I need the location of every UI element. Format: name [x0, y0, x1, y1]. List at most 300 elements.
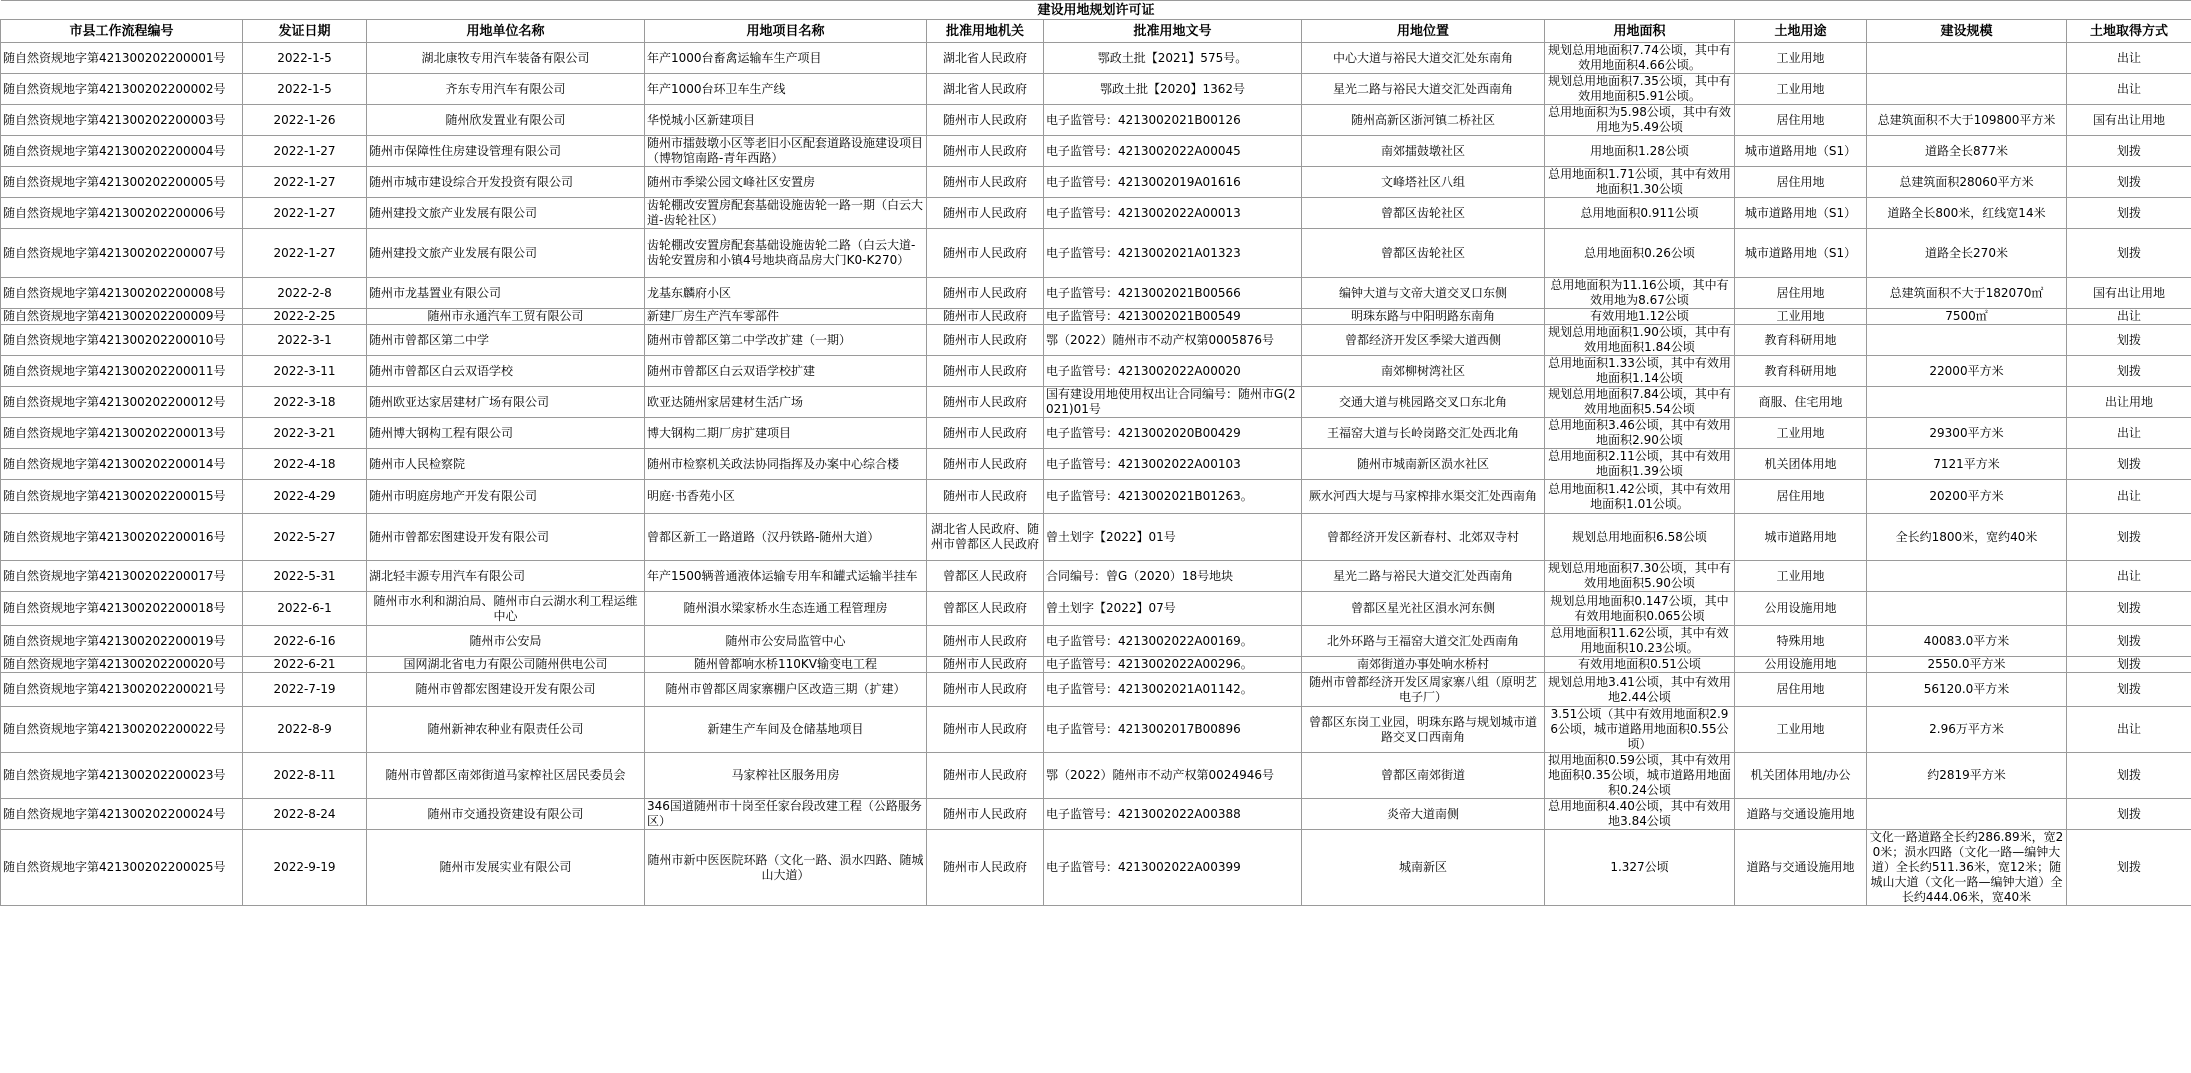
land-area-cell[interactable]: 总用地面积1.33公顷，其中有效用地面积1.14公顷: [1545, 356, 1735, 387]
project-name-cell[interactable]: 年产1500辆普通液体运输专用车和罐式运输半挂车: [645, 561, 927, 592]
issue-date-cell[interactable]: 2022-6-21: [243, 657, 367, 673]
table-row: [1, 830, 2191, 906]
acquisition-method-cell[interactable]: 划拨: [2067, 356, 2191, 387]
project-name-cell[interactable]: 曾都区新工一路道路（汉丹铁路-随州大道）: [645, 514, 927, 561]
land-user-name-cell[interactable]: 随州市人民检察院: [367, 449, 645, 480]
land-use-cell[interactable]: 道路与交通设施用地: [1735, 799, 1867, 830]
approval-document-cell[interactable]: 电子监管号：4213002022A00388: [1044, 799, 1302, 830]
land-use-cell[interactable]: 道路与交通设施用地: [1735, 830, 1867, 906]
project-name-cell[interactable]: 龙基东麟府小区: [645, 278, 927, 309]
approval-document-cell[interactable]: 电子监管号：4213002022A00399: [1044, 830, 1302, 906]
acquisition-method-cell[interactable]: 国有出让用地: [2067, 105, 2191, 136]
issue-date-cell[interactable]: 2022-4-18: [243, 449, 367, 480]
permit-number-cell[interactable]: 随自然资规地字第421300202200024号: [1, 799, 243, 830]
approving-authority-cell[interactable]: 随州市人民政府: [927, 480, 1044, 514]
issue-date-cell[interactable]: 2022-2-8: [243, 278, 367, 309]
land-location-cell[interactable]: 曾都经济开发区新春村、北郊双寺村: [1302, 514, 1545, 561]
construction-scale-cell[interactable]: 7121平方米: [1867, 449, 2067, 480]
approving-authority-cell[interactable]: 随州市人民政府: [927, 830, 1044, 906]
land-use-cell[interactable]: 商服、住宅用地: [1735, 387, 1867, 418]
approval-document-cell[interactable]: 电子监管号：4213002021A01142。: [1044, 673, 1302, 707]
acquisition-method-cell[interactable]: 划拨: [2067, 229, 2191, 278]
land-user-name-cell[interactable]: 随州欧亚达家居建材广场有限公司: [367, 387, 645, 418]
approval-document-cell[interactable]: 电子监管号：4213002021B00549: [1044, 309, 1302, 325]
land-user-name-cell[interactable]: 国网湖北省电力有限公司随州供电公司: [367, 657, 645, 673]
land-location-cell[interactable]: 曾都区齿轮社区: [1302, 198, 1545, 229]
land-user-name-cell[interactable]: 随州博大钢构工程有限公司: [367, 418, 645, 449]
project-name-cell[interactable]: 随州市检察机关政法协同指挥及办案中心综合楼: [645, 449, 927, 480]
approval-document-cell[interactable]: 电子监管号：4213002021B00126: [1044, 105, 1302, 136]
land-use-cell[interactable]: 居住用地: [1735, 167, 1867, 198]
issue-date-cell[interactable]: 2022-3-18: [243, 387, 367, 418]
approval-document-cell[interactable]: 电子监管号：4213002022A00013: [1044, 198, 1302, 229]
acquisition-method-cell[interactable]: 划拨: [2067, 514, 2191, 561]
project-name-cell[interactable]: 新建生产车间及仓储基地项目: [645, 707, 927, 753]
land-user-name-cell[interactable]: 随州欣发置业有限公司: [367, 105, 645, 136]
approval-document-cell[interactable]: 电子监管号：4213002020B00429: [1044, 418, 1302, 449]
acquisition-method-cell[interactable]: 划拨: [2067, 657, 2191, 673]
acquisition-method-cell[interactable]: 划拨: [2067, 136, 2191, 167]
land-location-cell[interactable]: 中心大道与裕民大道交汇处东南角: [1302, 43, 1545, 74]
issue-date-cell[interactable]: 2022-8-11: [243, 753, 367, 799]
land-area-cell[interactable]: 总用地面积0.26公顷: [1545, 229, 1735, 278]
issue-date-cell[interactable]: 2022-9-19: [243, 830, 367, 906]
land-user-name-cell[interactable]: 湖北轻丰源专用汽车有限公司: [367, 561, 645, 592]
project-name-cell[interactable]: 齿轮棚改安置房配套基础设施齿轮一路一期（白云大道-齿轮社区）: [645, 198, 927, 229]
project-name-cell[interactable]: 年产1000台畜禽运输车生产项目: [645, 43, 927, 74]
land-area-cell[interactable]: 规划总用地面积6.58公顷: [1545, 514, 1735, 561]
land-user-name-cell[interactable]: 随州市城市建设综合开发投资有限公司: [367, 167, 645, 198]
project-name-cell[interactable]: 随州曾都响水桥110KV输变电工程: [645, 657, 927, 673]
issue-date-cell[interactable]: 2022-1-27: [243, 229, 367, 278]
approval-document-cell[interactable]: 鄂（2022）随州市不动产权第0024946号: [1044, 753, 1302, 799]
approving-authority-cell[interactable]: 湖北省人民政府: [927, 74, 1044, 105]
approving-authority-cell[interactable]: 随州市人民政府: [927, 325, 1044, 356]
permit-number-cell[interactable]: 随自然资规地字第421300202200019号: [1, 626, 243, 657]
table-row: [1, 387, 2191, 418]
land-location-cell[interactable]: 炎帝大道南侧: [1302, 799, 1545, 830]
land-location-cell[interactable]: 南郊柳树湾社区: [1302, 356, 1545, 387]
acquisition-method-cell[interactable]: 划拨: [2067, 830, 2191, 906]
issue-date-cell[interactable]: 2022-6-16: [243, 626, 367, 657]
construction-scale-cell[interactable]: 文化一路道路全长约286.89米，宽20米；涢水四路（文化一路—编钟大道）全长约511.36米，宽12米；随城山大道（文化一路—编钟大道）全长约444.06米，宽40米: [1867, 830, 2067, 906]
construction-scale-cell[interactable]: [1867, 74, 2067, 105]
land-use-cell[interactable]: 居住用地: [1735, 278, 1867, 309]
header-row: [1, 20, 2191, 43]
table-title: 建设用地规划许可证: [1, 1, 2191, 20]
land-area-cell[interactable]: 总用地面积3.46公顷，其中有效用地面积2.90公顷: [1545, 418, 1735, 449]
land-location-cell[interactable]: 随州高新区浙河镇二桥社区: [1302, 105, 1545, 136]
land-location-cell[interactable]: 随州市曾都经济开发区周家寨八组（原明艺电子厂）: [1302, 673, 1545, 707]
column-header: 批准用地文号: [1044, 20, 1302, 43]
construction-scale-cell[interactable]: 22000平方米: [1867, 356, 2067, 387]
land-user-name-cell[interactable]: 随州建投文旅产业发展有限公司: [367, 229, 645, 278]
land-area-cell[interactable]: 规划总用地面积0.147公顷，其中有效用地面积0.065公顷: [1545, 592, 1735, 626]
approval-document-cell[interactable]: 电子监管号：4213002019A01616: [1044, 167, 1302, 198]
table-row: [1, 626, 2191, 657]
permit-number-cell[interactable]: 随自然资规地字第421300202200011号: [1, 356, 243, 387]
acquisition-method-cell[interactable]: 出让: [2067, 43, 2191, 74]
approval-document-cell[interactable]: 鄂政土批【2020】1362号: [1044, 74, 1302, 105]
land-area-cell[interactable]: 总用地面积为11.16公顷，其中有效用地为8.67公顷: [1545, 278, 1735, 309]
land-location-cell[interactable]: 曾都区东岗工业园，明珠东路与规划城市道路交叉口西南角: [1302, 707, 1545, 753]
permit-number-cell[interactable]: 随自然资规地字第421300202200023号: [1, 753, 243, 799]
construction-scale-cell[interactable]: [1867, 387, 2067, 418]
approving-authority-cell[interactable]: 曾都区人民政府: [927, 561, 1044, 592]
project-name-cell[interactable]: 随州溳水梁家桥水生态连通工程管理房: [645, 592, 927, 626]
table-row: [1, 592, 2191, 626]
project-name-cell[interactable]: 年产1000台环卫车生产线: [645, 74, 927, 105]
acquisition-method-cell[interactable]: 划拨: [2067, 325, 2191, 356]
approval-document-cell[interactable]: 电子监管号：4213002022A00296。: [1044, 657, 1302, 673]
permit-number-cell[interactable]: 随自然资规地字第421300202200008号: [1, 278, 243, 309]
construction-scale-cell[interactable]: [1867, 592, 2067, 626]
land-use-cell[interactable]: 教育科研用地: [1735, 325, 1867, 356]
construction-scale-cell[interactable]: 约2819平方米: [1867, 753, 2067, 799]
issue-date-cell[interactable]: 2022-7-19: [243, 673, 367, 707]
project-name-cell[interactable]: 齿轮棚改安置房配套基础设施齿轮二路（白云大道-齿轮安置房和小镇4号地块商品房大门K0-K270）: [645, 229, 927, 278]
approval-document-cell[interactable]: 电子监管号：4213002017B00896: [1044, 707, 1302, 753]
table-row: [1, 514, 2191, 561]
table-row: [1, 356, 2191, 387]
acquisition-method-cell[interactable]: 划拨: [2067, 753, 2191, 799]
approval-document-cell[interactable]: 电子监管号：4213002021A01323: [1044, 229, 1302, 278]
construction-scale-cell[interactable]: 56120.0平方米: [1867, 673, 2067, 707]
land-user-name-cell[interactable]: 随州市曾都区南郊街道马家榨社区居民委员会: [367, 753, 645, 799]
land-user-name-cell[interactable]: 随州市发展实业有限公司: [367, 830, 645, 906]
land-area-cell[interactable]: 总用地面积1.42公顷，其中有效用地面积1.01公顷。: [1545, 480, 1735, 514]
construction-scale-cell[interactable]: 20200平方米: [1867, 480, 2067, 514]
column-header: 用地项目名称: [645, 20, 927, 43]
permit-number-cell[interactable]: 随自然资规地字第421300202200018号: [1, 592, 243, 626]
acquisition-method-cell[interactable]: 划拨: [2067, 167, 2191, 198]
permit-number-cell[interactable]: 随自然资规地字第421300202200013号: [1, 418, 243, 449]
land-area-cell[interactable]: 有效用地面积0.51公顷: [1545, 657, 1735, 673]
land-area-cell[interactable]: 总用地面积2.11公顷，其中有效用地面积1.39公顷: [1545, 449, 1735, 480]
land-area-cell[interactable]: 规划总用地面积7.74公顷，其中有效用地面积4.66公顷。: [1545, 43, 1735, 74]
approval-document-cell[interactable]: 电子监管号：4213002022A00169。: [1044, 626, 1302, 657]
table-row: [1, 753, 2191, 799]
land-location-cell[interactable]: 随州市城南新区涢水社区: [1302, 449, 1545, 480]
permit-number-cell[interactable]: 随自然资规地字第421300202200003号: [1, 105, 243, 136]
construction-scale-cell[interactable]: 道路全长877米: [1867, 136, 2067, 167]
acquisition-method-cell[interactable]: 划拨: [2067, 626, 2191, 657]
land-use-cell[interactable]: 居住用地: [1735, 673, 1867, 707]
permit-number-cell[interactable]: 随自然资规地字第421300202200017号: [1, 561, 243, 592]
approval-document-cell[interactable]: 曾土划字【2022】01号: [1044, 514, 1302, 561]
land-area-cell[interactable]: 总用地面积4.40公顷，其中有效用地3.84公顷: [1545, 799, 1735, 830]
land-location-cell[interactable]: 曾都区南郊街道: [1302, 753, 1545, 799]
land-location-cell[interactable]: 南郊擂鼓墩社区: [1302, 136, 1545, 167]
construction-scale-cell[interactable]: 道路全长800米，红线宽14米: [1867, 198, 2067, 229]
land-area-cell[interactable]: 3.51公顷（其中有效用地面积2.96公顷，城市道路用地面积0.55公顷）: [1545, 707, 1735, 753]
construction-scale-cell[interactable]: 道路全长270米: [1867, 229, 2067, 278]
land-use-cell[interactable]: 居住用地: [1735, 480, 1867, 514]
acquisition-method-cell[interactable]: 划拨: [2067, 592, 2191, 626]
project-name-cell[interactable]: 随州市公安局监管中心: [645, 626, 927, 657]
approval-document-cell[interactable]: 曾土划字【2022】07号: [1044, 592, 1302, 626]
project-name-cell[interactable]: 马家榨社区服务用房: [645, 753, 927, 799]
project-name-cell[interactable]: 随州市曾都区周家寨棚户区改造三期（扩建）: [645, 673, 927, 707]
land-use-cell[interactable]: 城市道路用地（S1）: [1735, 229, 1867, 278]
project-name-cell[interactable]: 随州市曾都区白云双语学校扩建: [645, 356, 927, 387]
issue-date-cell[interactable]: 2022-1-5: [243, 43, 367, 74]
land-location-cell[interactable]: 曾都经济开发区季梁大道西侧: [1302, 325, 1545, 356]
acquisition-method-cell[interactable]: 出让: [2067, 418, 2191, 449]
permit-number-cell[interactable]: 随自然资规地字第421300202200015号: [1, 480, 243, 514]
land-location-cell[interactable]: 星光二路与裕民大道交汇处西南角: [1302, 561, 1545, 592]
acquisition-method-cell[interactable]: 出让: [2067, 707, 2191, 753]
acquisition-method-cell[interactable]: 划拨: [2067, 198, 2191, 229]
land-location-cell[interactable]: 曾都区星光社区溳水河东侧: [1302, 592, 1545, 626]
land-use-cell[interactable]: 教育科研用地: [1735, 356, 1867, 387]
land-area-cell[interactable]: 规划总用地3.41公顷，其中有效用地2.44公顷: [1545, 673, 1735, 707]
issue-date-cell[interactable]: 2022-3-21: [243, 418, 367, 449]
column-header: 用地单位名称: [367, 20, 645, 43]
acquisition-method-cell[interactable]: 划拨: [2067, 799, 2191, 830]
issue-date-cell[interactable]: 2022-1-27: [243, 198, 367, 229]
land-user-name-cell[interactable]: 随州市永通汽车工贸有限公司: [367, 309, 645, 325]
table-row: [1, 136, 2191, 167]
column-header: 市县工作流程编号: [1, 20, 243, 43]
land-area-cell[interactable]: 规划总用地面积7.35公顷，其中有效用地面积5.91公顷。: [1545, 74, 1735, 105]
issue-date-cell[interactable]: 2022-1-27: [243, 136, 367, 167]
table-row: [1, 449, 2191, 480]
approval-document-cell[interactable]: 电子监管号：4213002022A00103: [1044, 449, 1302, 480]
column-header: 建设规模: [1867, 20, 2067, 43]
land-area-cell[interactable]: 1.327公顷: [1545, 830, 1735, 906]
table-row: [1, 707, 2191, 753]
land-area-cell[interactable]: 拟用地面积0.59公顷，其中有效用地面积0.35公顷，城市道路用地面积0.24公顷: [1545, 753, 1735, 799]
table-row: [1, 418, 2191, 449]
project-name-cell[interactable]: 随州市季梁公园文峰社区安置房: [645, 167, 927, 198]
permit-number-cell[interactable]: 随自然资规地字第421300202200004号: [1, 136, 243, 167]
land-use-cell[interactable]: 机关团体用地/办公: [1735, 753, 1867, 799]
construction-scale-cell[interactable]: 29300平方米: [1867, 418, 2067, 449]
land-location-cell[interactable]: 王福窑大道与长岭岗路交汇处西北角: [1302, 418, 1545, 449]
construction-scale-cell[interactable]: [1867, 43, 2067, 74]
land-use-cell[interactable]: 城市道路用地（S1）: [1735, 136, 1867, 167]
land-use-cell[interactable]: 公用设施用地: [1735, 657, 1867, 673]
approval-document-cell[interactable]: 电子监管号：4213002021B00566: [1044, 278, 1302, 309]
land-location-cell[interactable]: 编钟大道与文帝大道交叉口东侧: [1302, 278, 1545, 309]
table-row: [1, 673, 2191, 707]
column-header: 土地用途: [1735, 20, 1867, 43]
approving-authority-cell[interactable]: 随州市人民政府: [927, 449, 1044, 480]
project-name-cell[interactable]: 博大钢构二期厂房扩建项目: [645, 418, 927, 449]
land-location-cell[interactable]: 北外环路与王福窑大道交汇处西南角: [1302, 626, 1545, 657]
table-row: [1, 43, 2191, 74]
land-location-cell[interactable]: 交通大道与桃园路交叉口东北角: [1302, 387, 1545, 418]
acquisition-method-cell[interactable]: 出让: [2067, 74, 2191, 105]
land-area-cell[interactable]: 规划总用地面积7.84公顷，其中有效用地面积5.54公顷: [1545, 387, 1735, 418]
land-location-cell[interactable]: 厥水河西大堤与马家榨排水渠交汇处西南角: [1302, 480, 1545, 514]
approving-authority-cell[interactable]: 湖北省人民政府: [927, 43, 1044, 74]
construction-scale-cell[interactable]: [1867, 799, 2067, 830]
issue-date-cell[interactable]: 2022-1-26: [243, 105, 367, 136]
land-user-name-cell[interactable]: 随州市保障性住房建设管理有限公司: [367, 136, 645, 167]
land-location-cell[interactable]: 曾都区齿轮社区: [1302, 229, 1545, 278]
construction-scale-cell[interactable]: 7500㎡: [1867, 309, 2067, 325]
approval-document-cell[interactable]: 电子监管号：4213002022A00020: [1044, 356, 1302, 387]
land-use-cell[interactable]: 工业用地: [1735, 561, 1867, 592]
approving-authority-cell[interactable]: 随州市人民政府: [927, 136, 1044, 167]
land-location-cell[interactable]: 文峰塔社区八组: [1302, 167, 1545, 198]
table-row: [1, 198, 2191, 229]
project-name-cell[interactable]: 随州市擂鼓墩小区等老旧小区配套道路设施建设项目（博物馆南路-青年西路）: [645, 136, 927, 167]
land-user-name-cell[interactable]: 随州市交通投资建设有限公司: [367, 799, 645, 830]
land-use-cell[interactable]: 工业用地: [1735, 74, 1867, 105]
issue-date-cell[interactable]: 2022-5-27: [243, 514, 367, 561]
land-user-name-cell[interactable]: 随州市龙基置业有限公司: [367, 278, 645, 309]
construction-scale-cell[interactable]: [1867, 325, 2067, 356]
construction-scale-cell[interactable]: 全长约1800米，宽约40米: [1867, 514, 2067, 561]
approval-document-cell[interactable]: 鄂政土批【2021】575号。: [1044, 43, 1302, 74]
land-area-cell[interactable]: 规划总用地面积1.90公顷，其中有效用地面积1.84公顷: [1545, 325, 1735, 356]
approving-authority-cell[interactable]: 随州市人民政府: [927, 278, 1044, 309]
land-user-name-cell[interactable]: 随州市明庭房地产开发有限公司: [367, 480, 645, 514]
approving-authority-cell[interactable]: 曾都区人民政府: [927, 592, 1044, 626]
permit-number-cell[interactable]: 随自然资规地字第421300202200016号: [1, 514, 243, 561]
construction-scale-cell[interactable]: 总建筑面积28060平方米: [1867, 167, 2067, 198]
issue-date-cell[interactable]: 2022-5-31: [243, 561, 367, 592]
land-use-cell[interactable]: 城市道路用地: [1735, 514, 1867, 561]
acquisition-method-cell[interactable]: 国有出让用地: [2067, 278, 2191, 309]
issue-date-cell[interactable]: 2022-6-1: [243, 592, 367, 626]
construction-scale-cell[interactable]: 2550.0平方米: [1867, 657, 2067, 673]
permit-number-cell[interactable]: 随自然资规地字第421300202200001号: [1, 43, 243, 74]
acquisition-method-cell[interactable]: 划拨: [2067, 673, 2191, 707]
issue-date-cell[interactable]: 2022-3-11: [243, 356, 367, 387]
land-location-cell[interactable]: 星光二路与裕民大道交汇处西南角: [1302, 74, 1545, 105]
permit-number-cell[interactable]: 随自然资规地字第421300202200002号: [1, 74, 243, 105]
permit-number-cell[interactable]: 随自然资规地字第421300202200012号: [1, 387, 243, 418]
issue-date-cell[interactable]: 2022-8-9: [243, 707, 367, 753]
issue-date-cell[interactable]: 2022-8-24: [243, 799, 367, 830]
permit-number-cell[interactable]: 随自然资规地字第421300202200007号: [1, 229, 243, 278]
permit-number-cell[interactable]: 随自然资规地字第421300202200006号: [1, 198, 243, 229]
land-use-cell[interactable]: 工业用地: [1735, 43, 1867, 74]
approving-authority-cell[interactable]: 随州市人民政府: [927, 229, 1044, 278]
approving-authority-cell[interactable]: 湖北省人民政府、随州市曾都区人民政府: [927, 514, 1044, 561]
permit-number-cell[interactable]: 随自然资规地字第421300202200005号: [1, 167, 243, 198]
land-user-name-cell[interactable]: 湖北康牧专用汽车装备有限公司: [367, 43, 645, 74]
permit-number-cell[interactable]: 随自然资规地字第421300202200010号: [1, 325, 243, 356]
table-row: [1, 309, 2191, 325]
land-area-cell[interactable]: 有效用地1.12公顷: [1545, 309, 1735, 325]
approving-authority-cell[interactable]: 随州市人民政府: [927, 418, 1044, 449]
land-area-cell[interactable]: 用地面积1.28公顷: [1545, 136, 1735, 167]
land-user-name-cell[interactable]: 随州建投文旅产业发展有限公司: [367, 198, 645, 229]
land-area-cell[interactable]: 总用地面积0.911公顷: [1545, 198, 1735, 229]
approving-authority-cell[interactable]: 随州市人民政府: [927, 673, 1044, 707]
approval-document-cell[interactable]: 电子监管号：4213002022A00045: [1044, 136, 1302, 167]
land-area-cell[interactable]: 总用地面积1.71公顷，其中有效用地面积1.30公顷: [1545, 167, 1735, 198]
land-user-name-cell[interactable]: 随州市曾都宏图建设开发有限公司: [367, 673, 645, 707]
construction-scale-cell[interactable]: 总建筑面积不大于109800平方米: [1867, 105, 2067, 136]
project-name-cell[interactable]: 华悦城小区新建项目: [645, 105, 927, 136]
land-use-cell[interactable]: 特殊用地: [1735, 626, 1867, 657]
approving-authority-cell[interactable]: 随州市人民政府: [927, 309, 1044, 325]
issue-date-cell[interactable]: 2022-3-1: [243, 325, 367, 356]
acquisition-method-cell[interactable]: 出让: [2067, 561, 2191, 592]
land-use-cell[interactable]: 工业用地: [1735, 707, 1867, 753]
project-name-cell[interactable]: 欧亚达随州家居建材生活广场: [645, 387, 927, 418]
permit-number-cell[interactable]: 随自然资规地字第421300202200020号: [1, 657, 243, 673]
table-row: [1, 278, 2191, 309]
construction-scale-cell[interactable]: 2.96万平方米: [1867, 707, 2067, 753]
approving-authority-cell[interactable]: 随州市人民政府: [927, 657, 1044, 673]
issue-date-cell[interactable]: 2022-1-27: [243, 167, 367, 198]
construction-scale-cell[interactable]: [1867, 561, 2067, 592]
approving-authority-cell[interactable]: 随州市人民政府: [927, 387, 1044, 418]
land-area-cell[interactable]: 规划总用地面积7.30公顷，其中有效用地面积5.90公顷: [1545, 561, 1735, 592]
land-use-cell[interactable]: 工业用地: [1735, 309, 1867, 325]
approval-document-cell[interactable]: 国有建设用地使用权出让合同编号：随州市G(2021)01号: [1044, 387, 1302, 418]
issue-date-cell[interactable]: 2022-4-29: [243, 480, 367, 514]
permit-number-cell[interactable]: 随自然资规地字第421300202200022号: [1, 707, 243, 753]
approval-document-cell[interactable]: 电子监管号：4213002021B01263。: [1044, 480, 1302, 514]
land-user-name-cell[interactable]: 随州市曾都区第二中学: [367, 325, 645, 356]
land-location-cell[interactable]: 城南新区: [1302, 830, 1545, 906]
project-name-cell[interactable]: 明庭·书香苑小区: [645, 480, 927, 514]
land-user-name-cell[interactable]: 随州新神农种业有限责任公司: [367, 707, 645, 753]
approving-authority-cell[interactable]: 随州市人民政府: [927, 356, 1044, 387]
land-use-cell[interactable]: 城市道路用地（S1）: [1735, 198, 1867, 229]
permit-number-cell[interactable]: 随自然资规地字第421300202200009号: [1, 309, 243, 325]
project-name-cell[interactable]: 随州市曾都区第二中学改扩建（一期）: [645, 325, 927, 356]
approving-authority-cell[interactable]: 随州市人民政府: [927, 167, 1044, 198]
land-use-cell[interactable]: 工业用地: [1735, 418, 1867, 449]
approving-authority-cell[interactable]: 随州市人民政府: [927, 707, 1044, 753]
approving-authority-cell[interactable]: 随州市人民政府: [927, 105, 1044, 136]
land-use-cell[interactable]: 公用设施用地: [1735, 592, 1867, 626]
acquisition-method-cell[interactable]: 出让用地: [2067, 387, 2191, 418]
approving-authority-cell[interactable]: 随州市人民政府: [927, 198, 1044, 229]
land-location-cell[interactable]: 南郊街道办事处响水桥村: [1302, 657, 1545, 673]
approval-document-cell[interactable]: 鄂（2022）随州市不动产权第0005876号: [1044, 325, 1302, 356]
issue-date-cell[interactable]: 2022-2-25: [243, 309, 367, 325]
project-name-cell[interactable]: 新建厂房生产汽车零部件: [645, 309, 927, 325]
project-name-cell[interactable]: 随州市新中医医院环路（文化一路、涢水四路、随城山大道）: [645, 830, 927, 906]
land-user-name-cell[interactable]: 随州市公安局: [367, 626, 645, 657]
land-user-name-cell[interactable]: 齐东专用汽车有限公司: [367, 74, 645, 105]
permit-number-cell[interactable]: 随自然资规地字第421300202200021号: [1, 673, 243, 707]
land-user-name-cell[interactable]: 随州市水利和湖泊局、随州市白云湖水利工程运维中心: [367, 592, 645, 626]
acquisition-method-cell[interactable]: 出让: [2067, 480, 2191, 514]
acquisition-method-cell[interactable]: 划拨: [2067, 449, 2191, 480]
acquisition-method-cell[interactable]: 出让: [2067, 309, 2191, 325]
permit-number-cell[interactable]: 随自然资规地字第421300202200025号: [1, 830, 243, 906]
land-area-cell[interactable]: 总用地面积为5.98公顷，其中有效用地为5.49公顷: [1545, 105, 1735, 136]
land-area-cell[interactable]: 总用地面积11.62公顷，其中有效用地面积10.23公顷。: [1545, 626, 1735, 657]
permit-number-cell[interactable]: 随自然资规地字第421300202200014号: [1, 449, 243, 480]
column-header: 批准用地机关: [927, 20, 1044, 43]
issue-date-cell[interactable]: 2022-1-5: [243, 74, 367, 105]
project-name-cell[interactable]: 346国道随州市十岗至任家台段改建工程（公路服务区）: [645, 799, 927, 830]
construction-scale-cell[interactable]: 40083.0平方米: [1867, 626, 2067, 657]
land-user-name-cell[interactable]: 随州市曾都区白云双语学校: [367, 356, 645, 387]
construction-scale-cell[interactable]: 总建筑面积不大于182070㎡: [1867, 278, 2067, 309]
land-use-cell[interactable]: 机关团体用地: [1735, 449, 1867, 480]
land-use-cell[interactable]: 居住用地: [1735, 105, 1867, 136]
land-user-name-cell[interactable]: 随州市曾都宏图建设开发有限公司: [367, 514, 645, 561]
approving-authority-cell[interactable]: 随州市人民政府: [927, 799, 1044, 830]
land-location-cell[interactable]: 明珠东路与中阳明路东南角: [1302, 309, 1545, 325]
approval-document-cell[interactable]: 合同编号：曾G（2020）18号地块: [1044, 561, 1302, 592]
approving-authority-cell[interactable]: 随州市人民政府: [927, 753, 1044, 799]
approving-authority-cell[interactable]: 随州市人民政府: [927, 626, 1044, 657]
